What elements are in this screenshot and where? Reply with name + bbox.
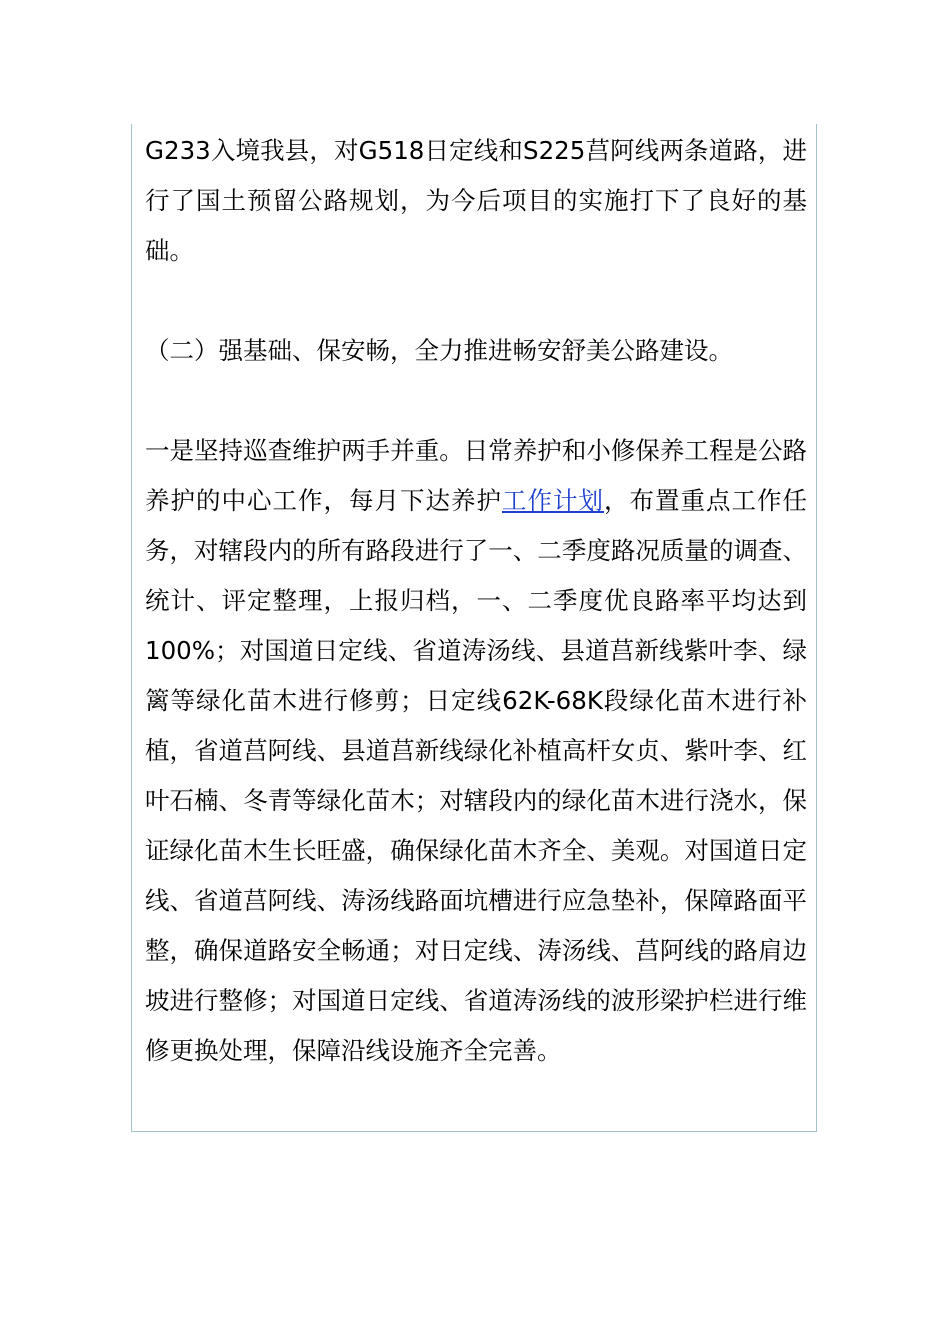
document-body [145,126,807,1076]
paragraph-maintenance [145,426,807,1076]
paragraph-text-start: 一是坚持巡查维护两手并重。日常养护和小修保养工程是公路养护的中心工作，每月下达养护 [145,436,807,515]
work-plan-link[interactable]: 工作计划 [502,486,604,515]
paragraph-text-end: ，布置重点工作任务，对辖段内的所有路段进行了一、二季度路况质量的调查、统计、评定整理，上报归档，一、二季度优良路率平均达到100%；对国道日定线、省道涛汤线、县道莒新线紫叶李、绿篱等绿化苗木进行修剪；日定线62K-68K段绿化苗木进行补植，省道莒阿线、县道莒新线绿化补植高杆女贞、紫叶李、红叶石楠、冬青等绿化苗木；对辖段内的绿化苗木进行浇水，保证绿化苗木生长旺盛，确保绿化苗木齐全、美观。对国道日定线、省道莒阿线、涛汤线路面坑槽进行应急垫补，保障路面平整，确保道路安全畅通；对日定线、涛汤线、莒阿线的路肩边坡进行整修；对国道日定线、省道涛汤线的波形梁护栏进行维修更换处理，保障沿线设施齐全完善。 [145,486,807,1065]
paragraph-road-planning: G233入境我县，对G518日定线和S225莒阿线两条道路，进行了国土预留公路规划，为今后项目的实施打下了良好的基础。 [145,136,807,265]
section-heading: （二）强基础、保安畅，全力推进畅安舒美公路建设。 [145,336,733,365]
paragraph-gap [145,376,807,426]
paragraph-gap [145,276,807,326]
